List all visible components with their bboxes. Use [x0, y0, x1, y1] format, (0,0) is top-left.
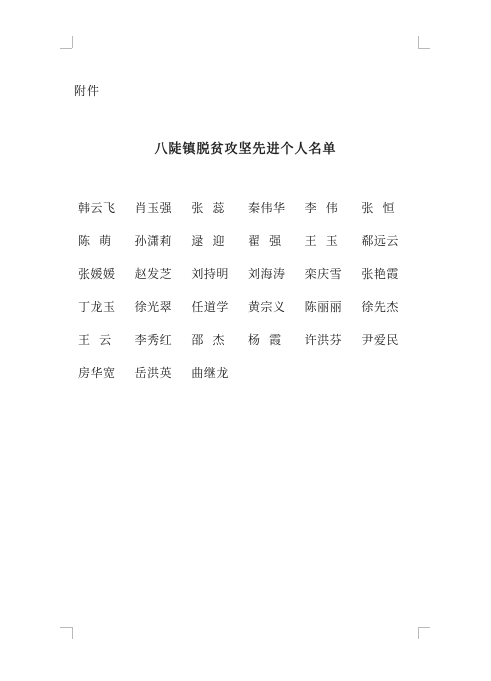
document-title: 八陡镇脱贫攻坚先进个人名单: [154, 142, 337, 157]
crop-mark: [418, 627, 419, 639]
name-entry: 杨 霞: [248, 333, 282, 347]
attachment-label: 附件: [74, 84, 101, 98]
name-entry: 李 伟: [304, 201, 339, 215]
name-entry: 孙潇莉: [134, 234, 173, 248]
crop-mark: [418, 627, 430, 628]
name-entry: 李秀红: [134, 333, 173, 347]
name-entry: 刘持明: [191, 267, 229, 281]
name-entry: 岳洪英: [134, 366, 173, 380]
crop-mark: [418, 48, 430, 49]
name-entry: 陈 萌: [78, 234, 112, 248]
name-entry: 秦伟华: [248, 201, 286, 215]
name-entry: 张艳霞: [361, 267, 399, 281]
name-entry: 黄宗义: [248, 300, 286, 314]
name-entry: 王 云: [78, 333, 112, 347]
name-entry: 陈丽丽: [304, 300, 343, 314]
name-entry: 房华宽: [78, 366, 116, 380]
name-entry: 徐先杰: [361, 300, 399, 314]
crop-mark: [72, 36, 73, 48]
name-entry: 赵发芝: [134, 267, 173, 281]
name-entry: 翟 强: [248, 234, 282, 248]
name-entry: 郗远云: [361, 234, 399, 248]
crop-mark: [60, 627, 72, 628]
name-entry: 刘海涛: [248, 267, 286, 281]
crop-mark: [418, 36, 419, 48]
name-entry: 尹爱民: [361, 333, 399, 347]
crop-mark: [60, 48, 72, 49]
name-entry: 许洪芬: [304, 333, 343, 347]
crop-mark: [72, 627, 73, 639]
name-entry: 邵 杰: [191, 333, 225, 347]
name-entry: 张媛媛: [78, 267, 116, 281]
name-entry: 王 玉: [304, 234, 339, 248]
name-entry: 栾庆雪: [304, 267, 343, 281]
name-entry: 韩云飞: [78, 201, 116, 215]
name-entry: 张 恒: [361, 201, 395, 215]
name-entry: 曲继龙: [191, 366, 229, 380]
name-entry: 肖玉强: [134, 201, 173, 215]
name-entry: 任道学: [191, 300, 229, 314]
name-entry: 徐光翠: [134, 300, 173, 314]
name-list: [78, 198, 418, 383]
name-entry: 丁龙玉: [78, 300, 116, 314]
name-entry: 逯 迎: [191, 234, 225, 248]
name-entry: 张 蕊: [191, 201, 225, 215]
